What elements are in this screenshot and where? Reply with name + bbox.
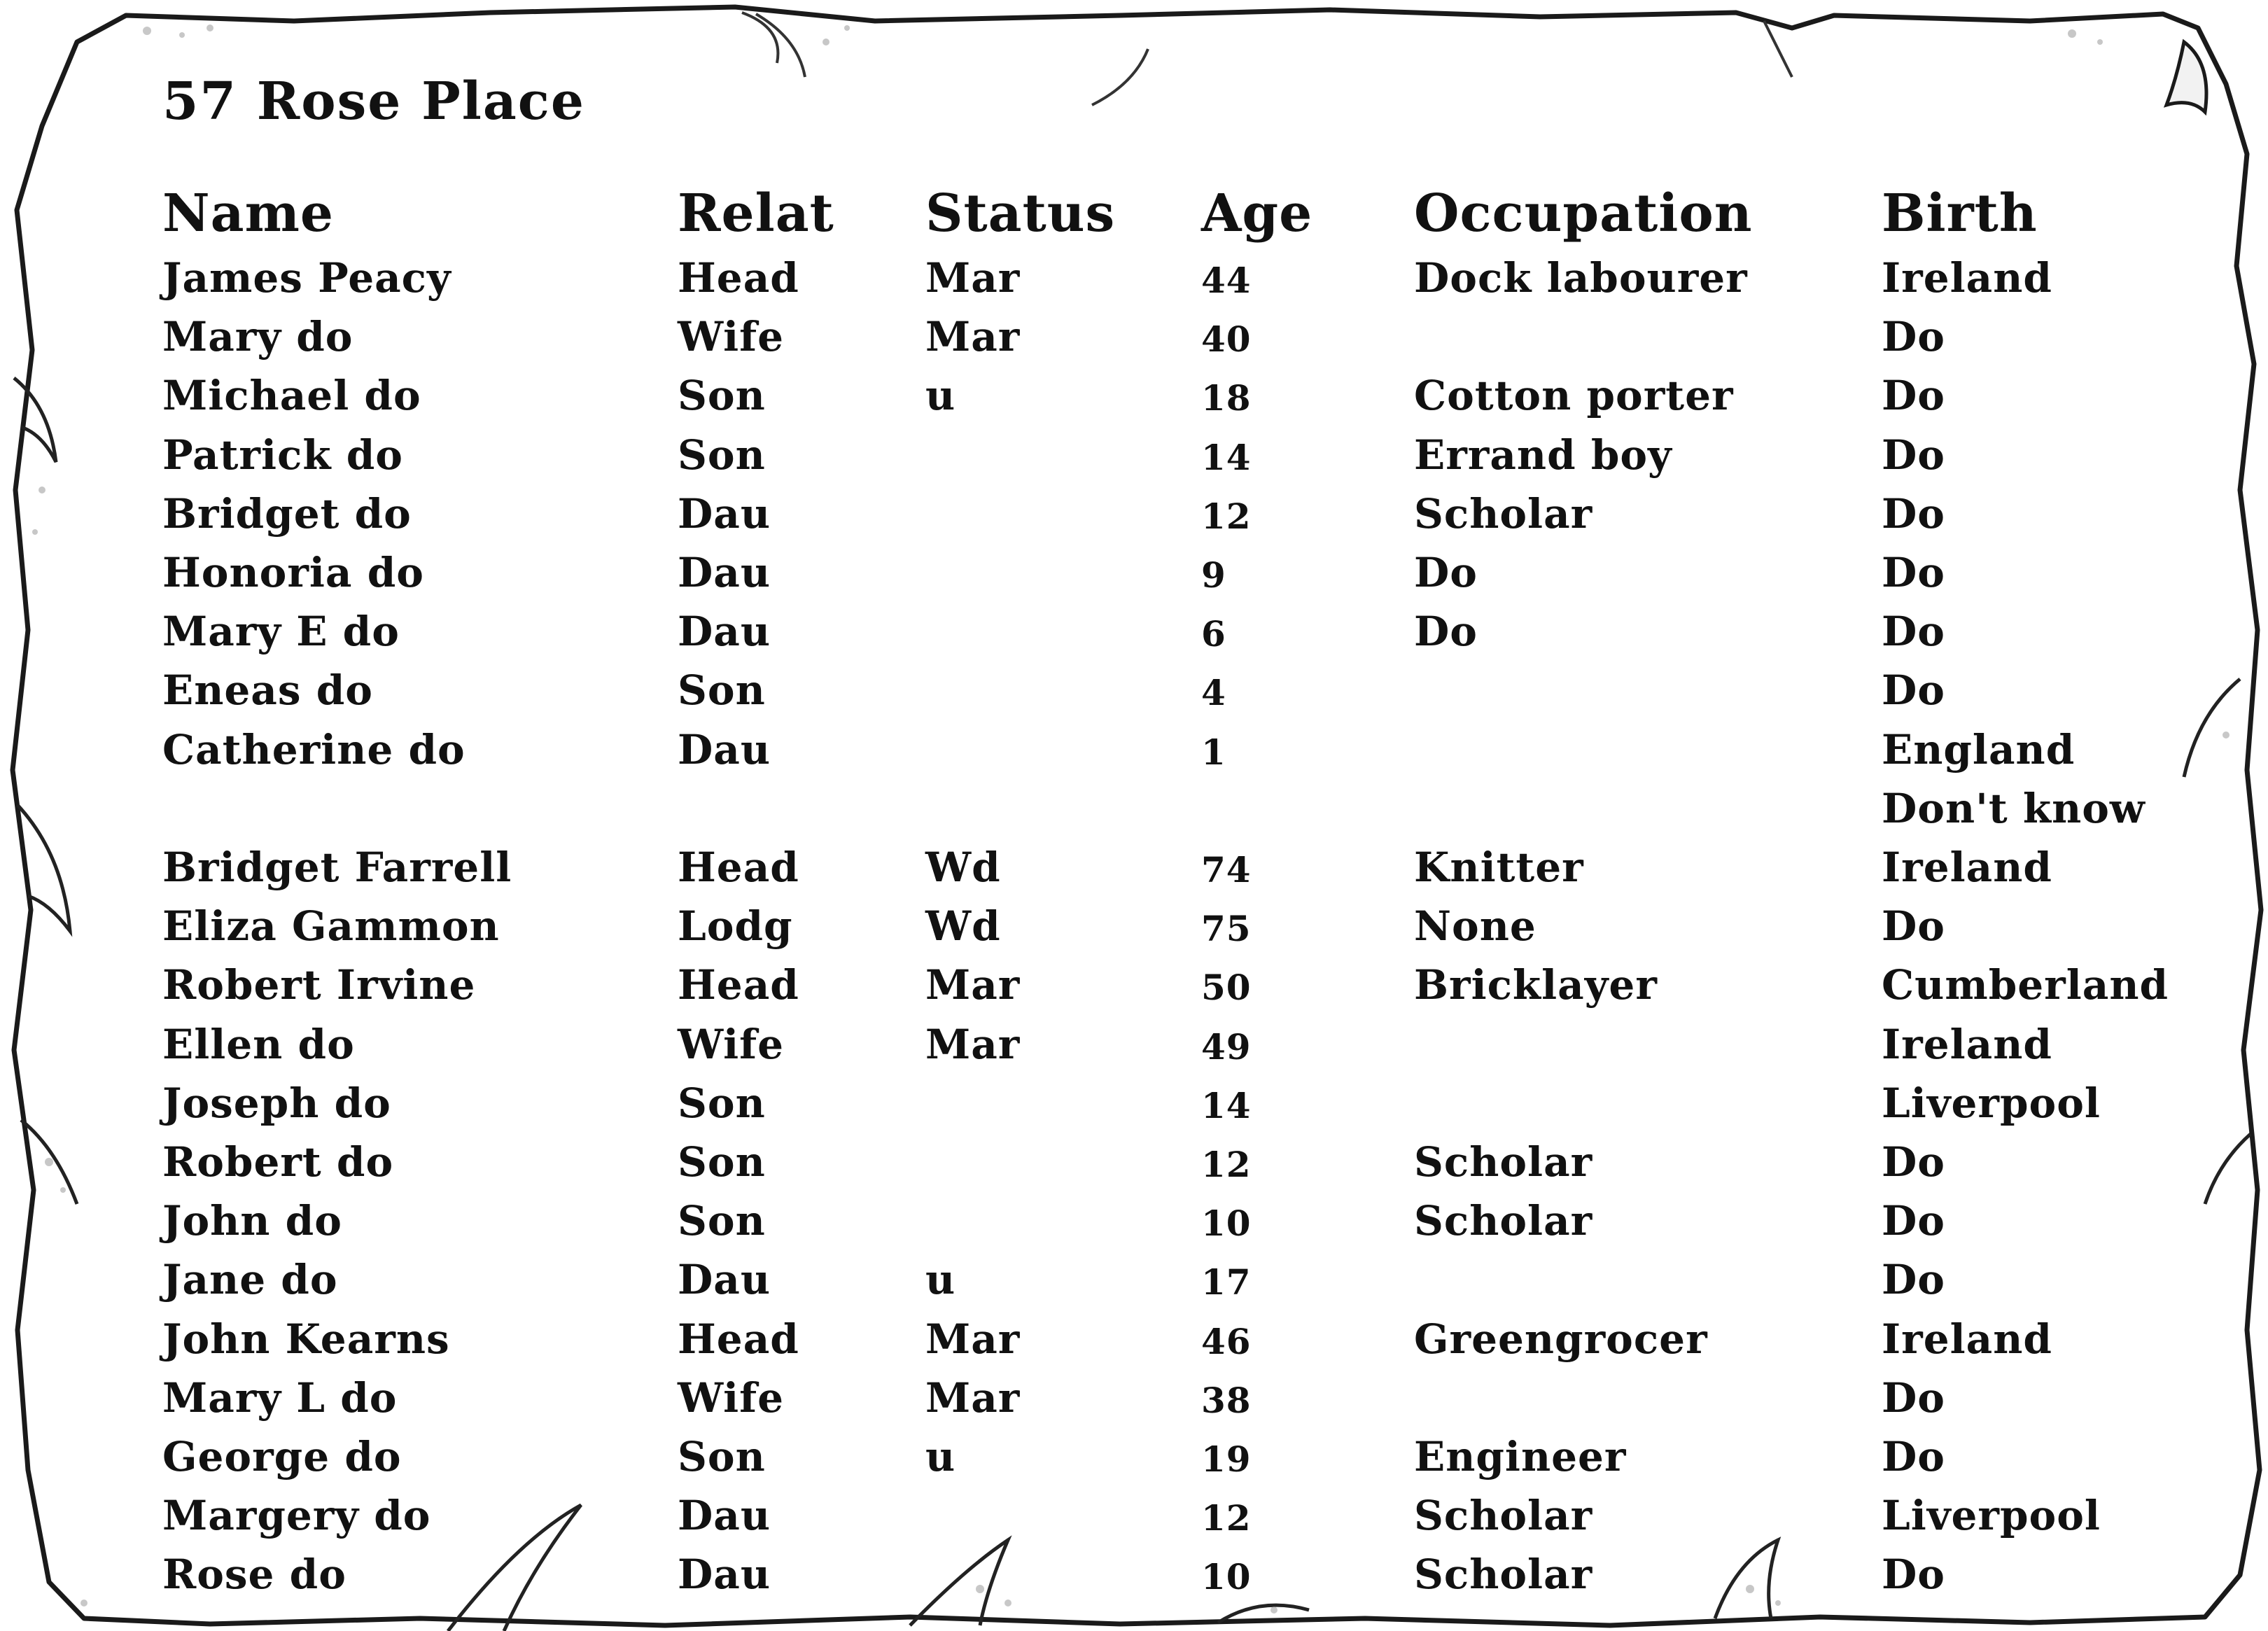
cell-occupation: Engineer — [1414, 1433, 1627, 1480]
cell-birth: Do — [1882, 549, 1945, 596]
cell-age: 14 — [1201, 1084, 1252, 1126]
cell-birth: Do — [1882, 666, 1945, 715]
cell-relat: Lodg — [678, 902, 793, 951]
cell-relat: Head — [678, 844, 799, 891]
cell-name: Jane do — [162, 1256, 338, 1304]
cell-relat: Dau — [678, 1256, 771, 1304]
cell-birth: Ireland — [1882, 254, 2052, 302]
cell-relat: Son — [678, 372, 766, 420]
cell-occupation: None — [1414, 902, 1536, 951]
cell-status: u — [925, 1433, 956, 1480]
column-header-name: Name — [162, 183, 334, 244]
cell-name: Catherine do — [162, 725, 465, 774]
cell-occupation: Cotton porter — [1414, 372, 1734, 420]
cell-age: 46 — [1201, 1320, 1252, 1362]
cell-age: 9 — [1201, 554, 1226, 596]
cell-name: Joseph do — [162, 1079, 391, 1127]
cell-age: 10 — [1201, 1556, 1252, 1598]
cell-birth: Do — [1882, 1138, 1945, 1186]
cell-birth: Do — [1882, 608, 1945, 656]
cell-status: Mar — [925, 1315, 1021, 1363]
cell-name: Robert Irvine — [162, 961, 476, 1009]
cell-birth: Ireland — [1882, 1315, 2052, 1363]
cell-birth: Do — [1882, 1256, 1945, 1304]
cell-relat: Dau — [678, 1550, 771, 1599]
cell-relat: Dau — [678, 1492, 771, 1540]
cell-relat: Son — [678, 1197, 766, 1245]
cell-relat: Son — [678, 1433, 766, 1480]
cell-age: 12 — [1201, 1497, 1252, 1539]
cell-age: 18 — [1201, 377, 1252, 419]
page-title: 57 Rose Place — [162, 71, 585, 132]
cell-age: 50 — [1201, 967, 1252, 1009]
cell-status: Mar — [925, 313, 1021, 361]
cell-age: 49 — [1201, 1026, 1252, 1068]
cell-occupation: Scholar — [1414, 1197, 1593, 1245]
cell-birth: Don't know — [1882, 784, 2146, 832]
cell-age: 6 — [1201, 613, 1226, 655]
cell-relat: Dau — [678, 725, 771, 774]
cell-age: 4 — [1201, 672, 1226, 714]
cell-occupation: Greengrocer — [1414, 1315, 1708, 1363]
cell-status: u — [925, 1256, 956, 1304]
cell-name: John Kearns — [162, 1315, 450, 1363]
cell-status: u — [925, 372, 956, 420]
cell-relat: Wife — [678, 1020, 785, 1068]
cell-birth: Do — [1882, 372, 1945, 420]
cell-name: Bridget Farrell — [162, 844, 512, 891]
cell-occupation: Scholar — [1414, 1492, 1593, 1540]
cell-birth: Do — [1882, 430, 1945, 479]
cell-name: Bridget do — [162, 489, 412, 538]
cell-name: Mary E do — [162, 608, 400, 656]
cell-age: 10 — [1201, 1203, 1252, 1245]
cell-name: James Peacy — [162, 254, 451, 302]
cell-status: Wd — [925, 844, 1001, 891]
cell-name: Mary do — [162, 313, 354, 361]
cell-status: Mar — [925, 961, 1021, 1009]
cell-status: Wd — [925, 902, 1001, 951]
cell-age: 74 — [1201, 849, 1252, 890]
cell-relat: Son — [678, 1079, 766, 1127]
cell-name: Robert do — [162, 1138, 394, 1186]
cell-name: George do — [162, 1433, 402, 1480]
cell-birth: England — [1882, 725, 2076, 774]
cell-name: Honoria do — [162, 549, 424, 596]
cell-status: Mar — [925, 254, 1021, 302]
cell-age: 1 — [1201, 731, 1226, 773]
cell-age: 19 — [1201, 1438, 1252, 1480]
cell-relat: Head — [678, 254, 799, 302]
cell-age: 12 — [1201, 495, 1252, 537]
cell-name: Mary L do — [162, 1373, 398, 1422]
cell-birth: Do — [1882, 1550, 1945, 1599]
cell-age: 12 — [1201, 1144, 1252, 1185]
cell-relat: Son — [678, 430, 766, 479]
cell-relat: Son — [678, 666, 766, 715]
cell-occupation: Do — [1414, 608, 1478, 656]
cell-occupation: Scholar — [1414, 1138, 1593, 1186]
cell-age: 40 — [1201, 318, 1252, 360]
cell-birth: Liverpool — [1882, 1492, 2101, 1540]
cell-birth: Do — [1882, 1433, 1945, 1480]
column-header-birth: Birth — [1882, 183, 2038, 244]
cell-occupation: Dock labourer — [1414, 254, 1748, 302]
column-header-age: Age — [1201, 183, 1313, 244]
cell-birth: Do — [1882, 902, 1945, 951]
cell-name: Michael do — [162, 372, 421, 420]
cell-relat: Dau — [678, 608, 771, 656]
cell-name: Margery do — [162, 1492, 431, 1540]
cell-birth: Do — [1882, 1373, 1945, 1422]
cell-relat: Dau — [678, 489, 771, 538]
cell-age: 38 — [1201, 1379, 1252, 1421]
cell-birth: Liverpool — [1882, 1079, 2101, 1127]
cell-age: 14 — [1201, 436, 1252, 478]
cell-occupation: Errand boy — [1414, 430, 1672, 479]
column-header-occupation: Occupation — [1414, 183, 1753, 244]
cell-birth: Do — [1882, 1197, 1945, 1245]
cell-relat: Wife — [678, 313, 785, 361]
cell-relat: Dau — [678, 549, 771, 596]
cell-occupation: Knitter — [1414, 844, 1584, 891]
cell-status: Mar — [925, 1020, 1021, 1068]
cell-name: Rose do — [162, 1550, 346, 1599]
cell-relat: Son — [678, 1138, 766, 1186]
cell-occupation: Scholar — [1414, 1550, 1593, 1599]
cell-birth: Do — [1882, 489, 1945, 538]
cell-occupation: Scholar — [1414, 489, 1593, 538]
cell-name: John do — [162, 1197, 342, 1245]
cell-relat: Wife — [678, 1373, 785, 1422]
cell-relat: Head — [678, 1315, 799, 1363]
column-header-relat: Relat — [678, 183, 834, 244]
cell-name: Ellen do — [162, 1020, 355, 1068]
cell-birth: Ireland — [1882, 844, 2052, 891]
cell-birth: Do — [1882, 313, 1945, 361]
cell-status: Mar — [925, 1373, 1021, 1422]
cell-age: 44 — [1201, 260, 1252, 301]
cell-birth: Ireland — [1882, 1020, 2052, 1068]
cell-name: Eliza Gammon — [162, 902, 500, 951]
cell-name: Eneas do — [162, 666, 373, 715]
cell-occupation: Do — [1414, 549, 1478, 596]
cell-age: 75 — [1201, 908, 1252, 950]
cell-age: 17 — [1201, 1261, 1252, 1303]
cell-name: Patrick do — [162, 430, 403, 479]
cell-relat: Head — [678, 961, 799, 1009]
cell-birth: Cumberland — [1882, 961, 2169, 1009]
column-header-status: Status — [925, 183, 1116, 244]
cell-occupation: Bricklayer — [1414, 961, 1658, 1009]
